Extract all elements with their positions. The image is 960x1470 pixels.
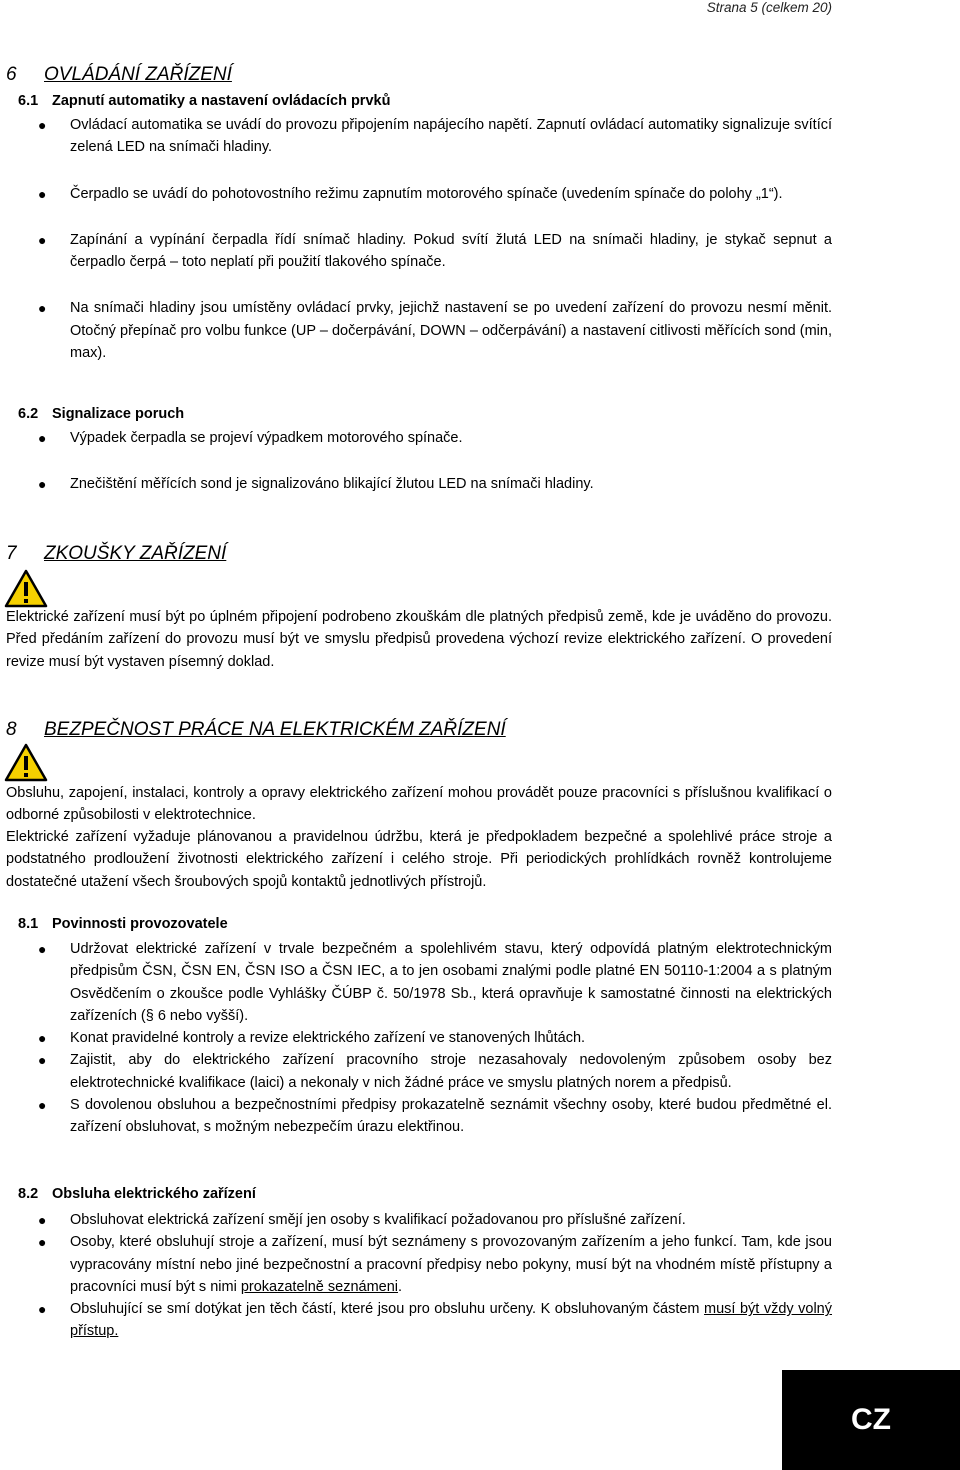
section-number: 6 — [6, 64, 17, 85]
bullet-icon: ● — [38, 231, 47, 248]
page-number: Strana 5 (celkem 20) — [706, 0, 832, 15]
bullet-list-8-1 — [38, 938, 832, 1139]
subsection-title: Obsluha elektrického zařízení — [52, 1186, 256, 1202]
section-8-body-1: Obsluhu, zapojení, instalaci, kontroly a opravy elektrického zařízení mohou provádět pouze pracovníci s příslušnou kvalifikací o odborné způsobilosti v elektrotechnice. — [6, 785, 832, 824]
bullet-icon: ● — [38, 1030, 47, 1047]
subsection-title: Signalizace poruch — [52, 406, 185, 422]
section-number: 8 — [6, 719, 17, 740]
list-item: ● S dovolenou obsluhou a bezpečnostními předpisy prokazatelně seznámit všechny osoby, které budou předmětné el. zařízení obsluhovat, s možným nebezpečím úrazu elektřinou. — [38, 1094, 832, 1139]
subsection-title: Zapnutí automatiky a nastavení ovládacích prvků — [52, 93, 391, 109]
subsection-6-1-heading — [18, 93, 390, 109]
subsection-number: 6.1 — [18, 93, 39, 109]
section-title: OVLÁDÁNÍ ZAŘÍZENÍ — [44, 64, 232, 85]
list-item: ● Udržovat elektrické zařízení v trvale bezpečném a spolehlivém stavu, který odpovídá platným elektrotechnickým předpisům ČSN, ČSN EN, ČSN ISO a ČSN IEC, a to jen osobami znalými podle platné EN 50110-1:2004 a s platným Osvědčením o zkoušce podle Vyhlášky ČÚBP č. 50/1978 Sb., která opravňuje k samostatné činnosti na elektrických zařízeních (§ 6 nebo vyšší). — [38, 938, 832, 1027]
subsection-number: 8.1 — [18, 916, 39, 932]
bullet-icon: ● — [38, 430, 47, 446]
list-item: ● Osoby, které obsluhují stroje a zařízení, musí být seznámeny s provozovaným zařízením a jeho funkcí. Tam, kde jsou vypracovány místní nebo jiné bezpečnostní a pracovní předpisy nebo pokyny, musí být na vhodném místě přístupny a pracovníci musí být s nimi prokazatelně seznámeni. — [38, 1231, 832, 1298]
subsection-title: Povinnosti provozovatele — [52, 916, 228, 932]
subsection-6-2-heading — [18, 406, 184, 422]
bullet-icon: ● — [38, 941, 47, 957]
list-item: ● Čerpadlo se uvádí do pohotovostního režimu zapnutím motorového spínače (uvedením spínače do polohy „1“). — [38, 183, 832, 205]
bullet-list-6-2 — [38, 427, 832, 496]
bullet-icon: ● — [38, 1301, 47, 1318]
list-item: ● Obsluhovat elektrická zařízení smějí jen osoby s kvalifikací požadovanou pro příslušné zařízení. — [38, 1209, 832, 1231]
list-item: ● Výpadek čerpadla se projeví výpadkem motorového spínače. — [38, 427, 832, 449]
bullet-icon: ● — [38, 476, 47, 493]
bullet-icon: ● — [38, 185, 47, 202]
bullet-list-8-2 — [38, 1209, 832, 1343]
section-title: ZKOUŠKY ZAŘÍZENÍ — [44, 543, 227, 564]
bullet-icon: ● — [38, 1212, 47, 1228]
warning-triangle-icon — [4, 569, 48, 609]
warning-triangle-icon — [4, 743, 48, 783]
bullet-list-6-1 — [38, 114, 832, 364]
section-6-heading — [6, 64, 232, 86]
section-7-body: Elektrické zařízení musí být po úplném připojení podrobeno zkouškám dle platných předpisů země, kde je uváděno do provozu. Před předáním zařízení do provozu musí být ve smyslu předpisů provedena výchozí revize elektrického zařízení. O provedení revize musí být vystaven písemný doklad. — [6, 609, 832, 670]
bullet-icon: ● — [38, 1234, 47, 1251]
list-item: ● Zapínání a vypínání čerpadla řídí snímač hladiny. Pokud svítí žlutá LED na snímači hladiny, je stykač sepnut a čerpadlo čerpá – toto neplatí při použití tlakového spínače. — [38, 229, 832, 274]
section-8-body-2: Elektrické zařízení vyžaduje plánovanou a pravidelnou údržbu, která je předpokladem bezpečné a spolehlivé práce stroje a podstatného prodloužení životnosti elektrického zařízení i celého stroje. Při periodických prohlídkách rovněž kontrolujeme dostatečné utažení všech šroubových spojů kontaktů jednotlivých přístrojů. — [6, 829, 832, 890]
subsection-8-2-heading — [18, 1186, 256, 1202]
list-item: ● Ovládací automatika se uvádí do provozu připojením napájecího napětí. Zapnutí ovládací automatiky signalizuje svítící zelená LED na snímači hladiny. — [38, 114, 832, 159]
section-8-heading — [6, 719, 506, 741]
subsection-8-1-heading — [18, 916, 228, 932]
subsection-number: 6.2 — [18, 406, 39, 422]
bullet-icon: ● — [38, 1052, 47, 1069]
list-item: ● Zajistit, aby do elektrického zařízení pracovního stroje nezasahovaly nedovoleným způsobem osoby bez elektrotechnické kvalifikace (laici) a nekonaly v nich žádné práce ve smyslu platných norem a předpisů. — [38, 1049, 832, 1094]
list-item: ● Znečištění měřících sond je signalizováno blikající žlutou LED na snímači hladiny. — [38, 473, 832, 495]
bullet-icon: ● — [38, 300, 47, 317]
bullet-icon: ● — [38, 1097, 47, 1114]
language-badge: CZ — [782, 1370, 960, 1470]
list-item: ● Na snímači hladiny jsou umístěny ovládací prvky, jejichž nastavení se po uvedení zařízení do provozu nesmí měnit. Otočný přepínač pro volbu funkce (UP – dočerpávání, DOWN – odčerpávání) a nastavení citlivosti měřících sond (min, max). — [38, 297, 832, 364]
section-title: BEZPEČNOST PRÁCE NA ELEKTRICKÉM ZAŘÍZENÍ — [44, 719, 506, 740]
list-item: ● Obsluhující se smí dotýkat jen těch částí, které jsou pro obsluhu určeny. K obsluhovaným částem musí být vždy volný přístup. — [38, 1298, 832, 1343]
subsection-number: 8.2 — [18, 1186, 39, 1202]
section-7-heading — [6, 543, 226, 565]
list-item: ● Konat pravidelné kontroly a revize elektrického zařízení ve stanovených lhůtách. — [38, 1027, 832, 1049]
bullet-icon: ● — [38, 117, 47, 133]
section-number: 7 — [6, 543, 17, 564]
